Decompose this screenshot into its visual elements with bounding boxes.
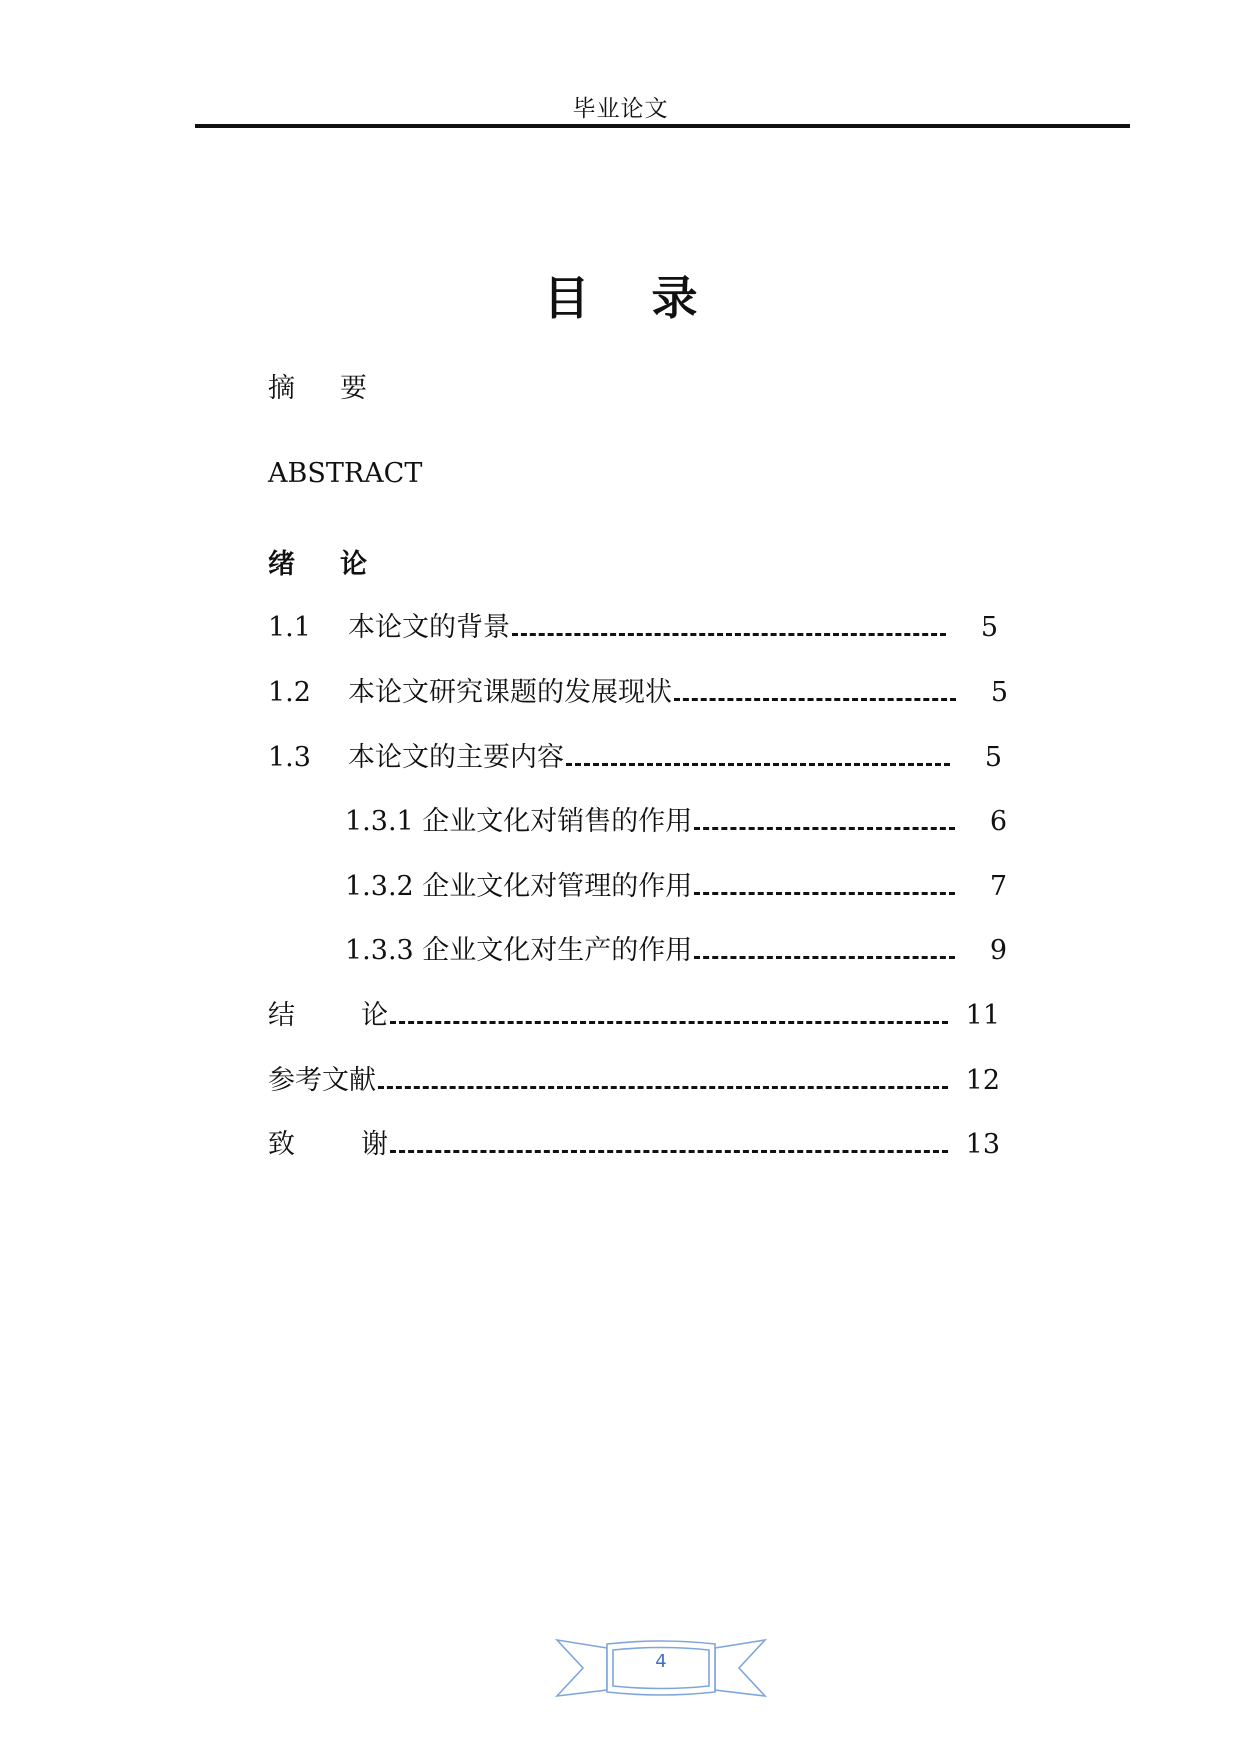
toc-entry-label: 本论文的背景 [348,612,510,643]
toc-leader [694,892,955,895]
toc-entry-label: 致谢 [268,1129,454,1160]
toc-entry-number: 1.3 [268,742,311,773]
toc-leader [694,956,955,959]
toc-entry-number: 1.3.1 [345,806,414,837]
toc-entry-page: 5 [984,742,1002,773]
toc-entry-label: 结论 [268,1000,454,1031]
toc-entry-page: 12 [965,1065,1000,1096]
toc-entry-introduction[interactable] [268,548,412,582]
toc-entry-label: 绪论 [268,549,412,580]
toc-entry-1-3-2[interactable] [345,870,1007,904]
toc-entry-label: 企业文化对销售的作用 [422,806,693,837]
toc-entry-page: 11 [965,1000,1000,1031]
toc-entry-1-2[interactable] [268,676,1008,710]
toc-entry-label: ABSTRACT [268,458,423,489]
toc-entry-page: 7 [989,871,1007,902]
toc-entry-1-3-3[interactable] [345,934,1007,968]
toc-entry-label: 本论文的主要内容 [348,742,564,773]
toc-leader [566,763,950,766]
toc-title: 目录 [543,271,760,325]
toc-leader [390,1021,948,1024]
running-header: 毕业论文 [572,96,669,122]
toc-leader [378,1086,948,1089]
toc-entry-1-1[interactable] [268,611,998,645]
toc-entry-number: 1.2 [268,677,311,708]
toc-entry-1-3[interactable] [268,741,1002,775]
page-number: 4 [655,1651,667,1672]
toc-leader [674,698,956,701]
toc-entry-page: 9 [989,935,1007,966]
toc-entry-abstract-en[interactable] [268,457,422,491]
toc-entry-page: 6 [989,806,1007,837]
toc-entry-label: 参考文献 [268,1065,376,1096]
toc-entry-page: 5 [980,612,998,643]
toc-leader [694,827,955,830]
toc-entry-abstract-cn[interactable] [268,372,412,406]
toc-leader [390,1150,948,1153]
toc-entry-label: 本论文研究课题的发展现状 [348,677,672,708]
toc-entry-number: 1.3.2 [345,871,414,902]
toc-entry-label: 摘要 [268,373,412,404]
toc-entry-references[interactable] [268,1064,1000,1098]
toc-entry-label: 企业文化对管理的作用 [422,871,693,902]
toc-leader [512,633,946,636]
toc-entry-1-3-1[interactable] [345,805,1007,839]
toc-entry-acknowledgements[interactable] [268,1128,1000,1162]
toc-entry-conclusion[interactable] [268,999,1000,1033]
toc-entry-label: 企业文化对生产的作用 [422,935,693,966]
toc-entry-number: 1.1 [268,612,311,643]
toc-entry-page: 13 [965,1129,1000,1160]
toc-entry-number: 1.3.3 [345,935,414,966]
header-rule [195,124,1130,128]
toc-entry-page: 5 [990,677,1008,708]
